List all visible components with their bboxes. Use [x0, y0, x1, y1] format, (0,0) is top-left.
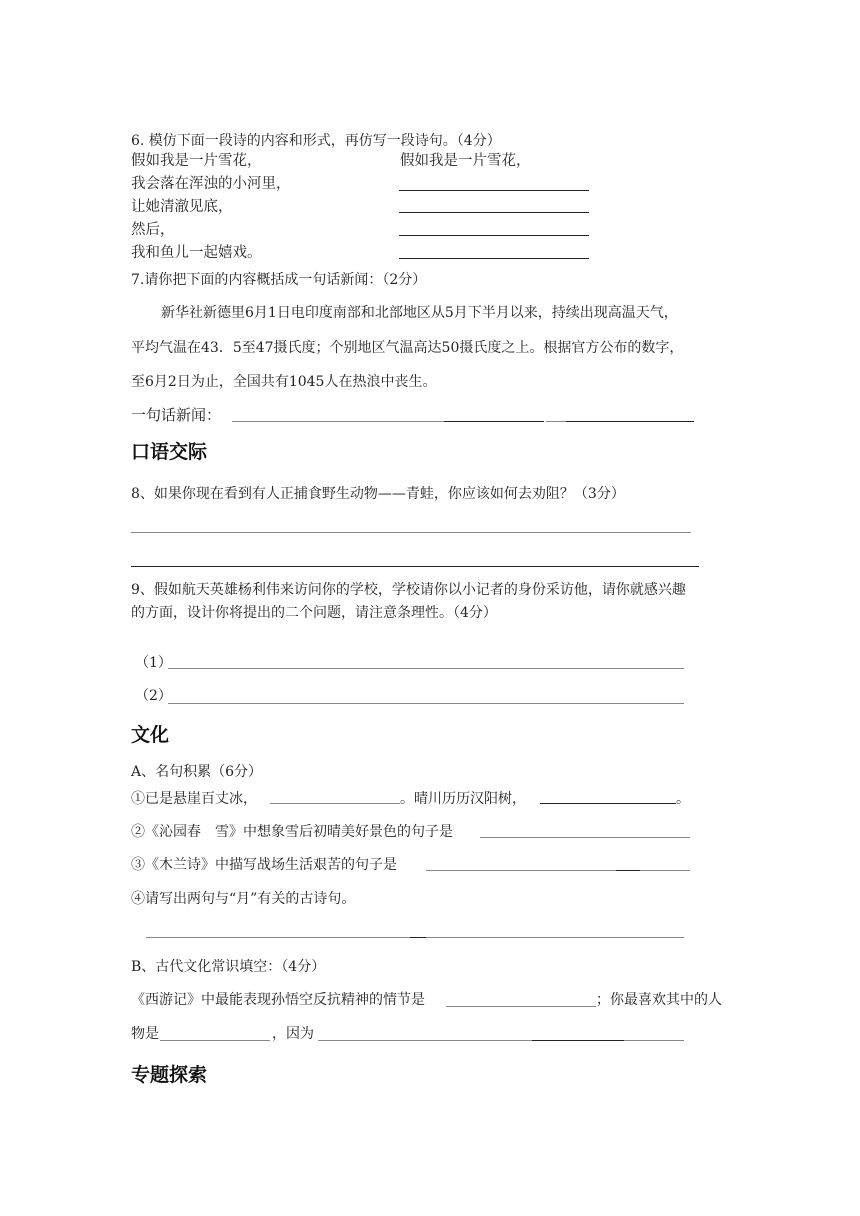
q6-answer-line-3[interactable]	[399, 235, 589, 236]
q7-answer-line-a[interactable]	[232, 421, 444, 422]
q7-answer-line-c[interactable]	[546, 421, 566, 422]
q9-item-2-label: （2）	[135, 688, 172, 704]
part-a-item-3-blank-a[interactable]	[426, 870, 616, 871]
q7-passage-line-2: 平均气温在43．5至47摄氏度；个别地区气温高达50摄氏度之上。根据官方公布的数字，	[131, 340, 684, 356]
q6-answer-line-4[interactable]	[399, 258, 589, 259]
part-b-blank-2[interactable]	[160, 1040, 270, 1041]
q6-poem-line-4: 然后，	[131, 222, 175, 238]
q9-title-line-1: 9、假如航天英雄杨利伟来访问你的学校，学校请你以小记者的身份采访他，请你就感兴趣	[131, 582, 686, 598]
part-a-item-1-blank-1[interactable]	[270, 803, 400, 804]
part-a-item-1-mid: 。晴川历历汉阳树，	[400, 791, 526, 807]
q7-passage-line-3: 至6月2日为止，全国共有1045人在热浪中丧生。	[131, 374, 437, 390]
q7-title: 7.请你把下面的内容概括成一句话新闻：（2分）	[131, 272, 427, 288]
part-a-item-3-blank-c[interactable]	[640, 870, 690, 871]
part-b-blank-3b[interactable]	[532, 1040, 624, 1041]
part-a-item-1-end: 。	[676, 791, 690, 807]
q6-answer-line-1[interactable]	[399, 190, 589, 191]
part-b-title: B、古代文化常识填空：（4分）	[131, 959, 326, 975]
part-a-item-2: ②《沁园春 雪》中想象雪后初晴美好景色的句子是	[131, 824, 453, 840]
part-b-line-1-pre: 《西游记》中最能表现孙悟空反抗精神的情节是	[131, 992, 425, 1008]
q7-passage-line-1: 新华社新德里6月1日电印度南部和北部地区从5月下半月以来，持续出现高温天气，	[161, 305, 678, 321]
q6-imitation-first-line: 假如我是一片雪花，	[400, 153, 531, 169]
part-a-title: A、名句积累（6分）	[131, 764, 263, 780]
part-a-item-3-blank-b[interactable]	[616, 870, 640, 871]
q7-answer-line-d[interactable]	[566, 421, 694, 422]
part-b-line-2-mid: ，因为	[272, 1026, 314, 1042]
q6-poem-line-5: 我和鱼儿一起嬉戏。	[131, 245, 262, 261]
part-a-item-2-blank[interactable]	[480, 837, 690, 838]
q6-poem-line-3: 让她清澈见底，	[131, 199, 233, 215]
section-heading-oral: 口语交际	[131, 442, 208, 463]
q9-item-1-answer-line[interactable]	[168, 668, 684, 669]
part-b-line-2-pre: 物是	[131, 1026, 159, 1042]
part-a-item-4-blank-c[interactable]	[426, 937, 684, 938]
q6-poem-line-2: 我会落在浑浊的小河里，	[131, 176, 291, 192]
part-a-item-1-blank-2[interactable]	[540, 803, 676, 804]
part-a-item-4-blank-a[interactable]	[146, 937, 410, 938]
q9-title-line-2: 的方面，设计你将提出的二个问题，请注意条理性。（4分）	[131, 605, 497, 621]
q7-answer-label: 一句话新闻：	[131, 406, 222, 424]
part-b-blank-1[interactable]	[446, 1006, 596, 1007]
section-heading-culture: 文化	[131, 725, 170, 746]
part-a-item-1-pre: ①已是悬崖百丈冰，	[131, 791, 257, 807]
part-b-blank-3c[interactable]	[624, 1040, 684, 1041]
q7-answer-line-b[interactable]	[444, 421, 544, 422]
q8-answer-line-2[interactable]	[131, 566, 699, 567]
q9-item-2-answer-line[interactable]	[168, 703, 684, 704]
q9-item-1-label: （1）	[135, 655, 172, 671]
q6-poem-line-1: 假如我是一片雪花，	[131, 153, 262, 169]
part-a-item-4: ④请写出两句与“月”有关的古诗句。	[131, 891, 356, 907]
q6-title: 6. 模仿下面一段诗的内容和形式，再仿写一段诗句。（4分）	[131, 133, 501, 149]
part-b-blank-3a[interactable]	[318, 1040, 532, 1041]
part-a-item-3: ③《木兰诗》中描写战场生活艰苦的句子是	[131, 857, 397, 873]
section-heading-topic: 专题探索	[131, 1065, 208, 1086]
q8-title: 8、如果你现在看到有人正捕食野生动物——青蛙，你应该如何去劝阻？（3分）	[131, 486, 625, 502]
part-b-line-1-post: ；你最喜欢其中的人	[596, 992, 722, 1008]
q8-answer-line-1[interactable]	[131, 532, 691, 533]
part-a-item-4-blank-b[interactable]	[410, 937, 426, 938]
q6-answer-line-2[interactable]	[399, 212, 589, 213]
